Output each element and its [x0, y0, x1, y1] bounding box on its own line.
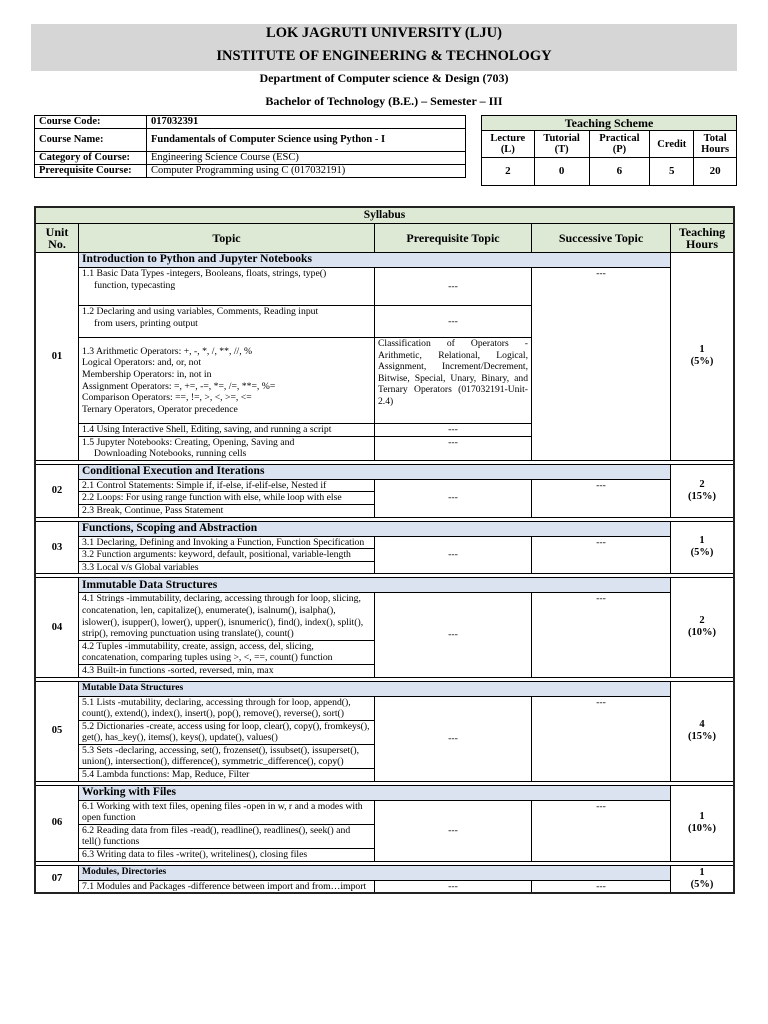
unit-title: Mutable Data Structures	[79, 681, 671, 696]
prereq-cell: ---	[375, 880, 532, 893]
institute-name: INSTITUTE OF ENGINEERING & TECHNOLOGY	[216, 48, 552, 64]
university-banner	[31, 24, 737, 71]
prereq-cell: ---	[375, 696, 532, 781]
topic-cell: 5.3 Sets -declaring, accessing, set(), frozenset(), issubset(), issuperset(), union(), intersection(), difference(), symmetric_difference(), copy()	[79, 744, 375, 768]
topic-cell: 5.2 Dictionaries -create, access using for loop, clear(), copy(), fromkeys(), get(), has_key(), items(), keys(), update(), values()	[79, 720, 375, 744]
unit-title: Introduction to Python and Jupyter Notebooks	[79, 253, 671, 268]
prereq-topic-header: Prerequisite Topic	[375, 224, 532, 253]
syllabus-table	[34, 206, 735, 894]
topic-cell: 4.3 Built-in functions -sorted, reversed, min, max	[79, 664, 375, 677]
topic-cell: 3.1 Declaring, Defining and Invoking a Function, Function Specification	[79, 536, 375, 549]
credit-value: 5	[650, 158, 694, 186]
successive-cell: ---	[532, 268, 671, 461]
topic-header: Topic	[79, 224, 375, 253]
successive-cell: ---	[532, 593, 671, 677]
topic-cell: 3.3 Local v/s Global variables	[79, 561, 375, 574]
topic-cell: 3.2 Function arguments: keyword, default, positional, variable-length	[79, 549, 375, 562]
prereq-cell: ---	[375, 479, 532, 517]
teaching-hours-header: Teaching Hours	[671, 224, 735, 253]
program-title: Bachelor of Technology (B.E.) – Semester – III	[265, 94, 503, 108]
topic-cell: 2.1 Control Statements: Simple if, if-else, if-elif-else, Nested if	[79, 479, 375, 492]
syllabus-caption: Syllabus	[35, 207, 734, 224]
total-hours-value: 20	[694, 158, 737, 186]
topic-cell: 6.2 Reading data from files -read(), readline(), readlines(), seek() and tell() functions	[79, 824, 375, 848]
unit-title: Modules, Directories	[79, 865, 671, 880]
practical-header: Practical (P)	[589, 131, 650, 158]
topic-cell: 1.5 Jupyter Notebooks: Creating, Opening, Saving and Downloading Notebooks, running cells	[79, 436, 375, 460]
teaching-scheme-table	[481, 115, 737, 186]
topic-cell: 4.2 Tuples -immutability, create, assign, access, del, slicing, concatenation, comparing tuples using >, <, ==, count() function	[79, 640, 375, 664]
topic-cell: 6.1 Working with text files, opening files -open in w, r and a modes with open function	[79, 800, 375, 824]
unit-number: 07	[35, 865, 79, 893]
unit-hours: 1 (10%)	[671, 785, 735, 861]
university-name: LOK JAGRUTI UNIVERSITY (LJU)	[266, 25, 502, 41]
teaching-scheme-title: Teaching Scheme	[482, 116, 737, 131]
unit-number: 01	[35, 253, 79, 461]
topic-cell: 1.4 Using Interactive Shell, Editing, saving, and running a script	[79, 424, 375, 437]
successive-cell: ---	[532, 479, 671, 517]
unit-number: 04	[35, 578, 79, 677]
practical-value: 6	[589, 158, 650, 186]
prereq-cell: ---	[375, 800, 532, 861]
unit-title: Conditional Execution and Iterations	[79, 464, 671, 479]
unit-no-header: Unit No.	[35, 224, 79, 253]
unit-title: Working with Files	[79, 785, 671, 800]
unit-title: Functions, Scoping and Abstraction	[79, 521, 671, 536]
topic-cell: 1.2 Declaring and using variables, Comments, Reading input from users, printing output	[79, 306, 375, 338]
lecture-header: Lecture (L)	[482, 131, 535, 158]
unit-number: 02	[35, 464, 79, 517]
unit-hours: 2 (10%)	[671, 578, 735, 677]
department-title: Department of Computer science & Design (703)	[259, 71, 509, 85]
unit-hours: 1 (5%)	[671, 521, 735, 574]
prereq-cell: ---	[375, 306, 532, 338]
course-code: 017032391	[147, 116, 466, 129]
tutorial-header: Tutorial (T)	[534, 131, 589, 158]
unit-hours: 1 (5%)	[671, 865, 735, 893]
topic-cell: 1.1 Basic Data Types -integers, Booleans, floats, strings, type() function, typecasting	[79, 268, 375, 306]
category-label: Category of Course:	[35, 152, 147, 165]
category-value: Engineering Science Course (ESC)	[147, 152, 466, 165]
prereq-label: Prerequisite Course:	[35, 165, 147, 178]
prereq-cell: ---	[375, 593, 532, 677]
successive-cell: ---	[532, 696, 671, 781]
unit-number: 06	[35, 785, 79, 861]
unit-number: 05	[35, 681, 79, 781]
topic-cell: 2.2 Loops: For using range function with else, while loop with else	[79, 492, 375, 505]
credit-header: Credit	[650, 131, 694, 158]
prereq-cell: ---	[375, 424, 532, 437]
unit-hours: 2 (15%)	[671, 464, 735, 517]
topic-cell: 5.1 Lists -mutability, declaring, accessing through for loop, append(), count(), extend(), index(), insert(), pop(), remove(), reverse(), sort()	[79, 696, 375, 720]
total-hours-header: Total Hours	[694, 131, 737, 158]
tutorial-value: 0	[534, 158, 589, 186]
course-info-table	[34, 115, 466, 178]
prereq-cell: ---	[375, 268, 532, 306]
topic-cell: 6.3 Writing data to files -write(), writelines(), closing files	[79, 849, 375, 862]
topic-cell: 2.3 Break, Continue, Pass Statement	[79, 504, 375, 517]
successive-cell: ---	[532, 800, 671, 861]
successive-cell: ---	[532, 880, 671, 893]
unit-hours: 4 (15%)	[671, 681, 735, 781]
prereq-cell: ---	[375, 436, 532, 460]
course-name: Fundamentals of Computer Science using Python - I	[147, 129, 466, 152]
unit-hours: 1 (5%)	[671, 253, 735, 461]
topic-cell: 1.3 Arithmetic Operators: +, -, *, /, **, //, % Logical Operators: and, or, not Membership Operators: in, not in Assignment Operators: =, +=, -=, *=, /=, **=, %= Comparison Operators: ==, !=, >, <, >=, <= Ternary Operators, Operator precedence	[79, 338, 375, 424]
course-code-label: Course Code:	[35, 116, 147, 129]
topic-cell: 5.4 Lambda functions: Map, Reduce, Filter	[79, 769, 375, 782]
prereq-cell: Classification of Operators - Arithmetic, Relational, Logical, Assignment, Increment/Decrement, Bitwise, Special, Unary, Binary, and Ternary Operators (017032191-Unit-2.4)	[375, 338, 532, 424]
unit-number: 03	[35, 521, 79, 574]
prereq-value: Computer Programming using C (017032191)	[147, 165, 466, 178]
topic-cell: 4.1 Strings -immutability, declaring, accessing through for loop, slicing, concatenation, len, capitalize(), enumerate(), isalnum(), isalpha(), islower(), isupper(), lower(), upper(), isnumeric(), find(), index(), split(), strip(), removing punctuation using translate(), count()	[79, 593, 375, 640]
course-name-label: Course Name:	[35, 129, 147, 152]
topic-cell: 7.1 Modules and Packages -difference between import and from…import	[79, 880, 375, 893]
lecture-value: 2	[482, 158, 535, 186]
successive-cell: ---	[532, 536, 671, 574]
unit-title: Immutable Data Structures	[79, 578, 671, 593]
prereq-cell: ---	[375, 536, 532, 574]
successive-topic-header: Successive Topic	[532, 224, 671, 253]
